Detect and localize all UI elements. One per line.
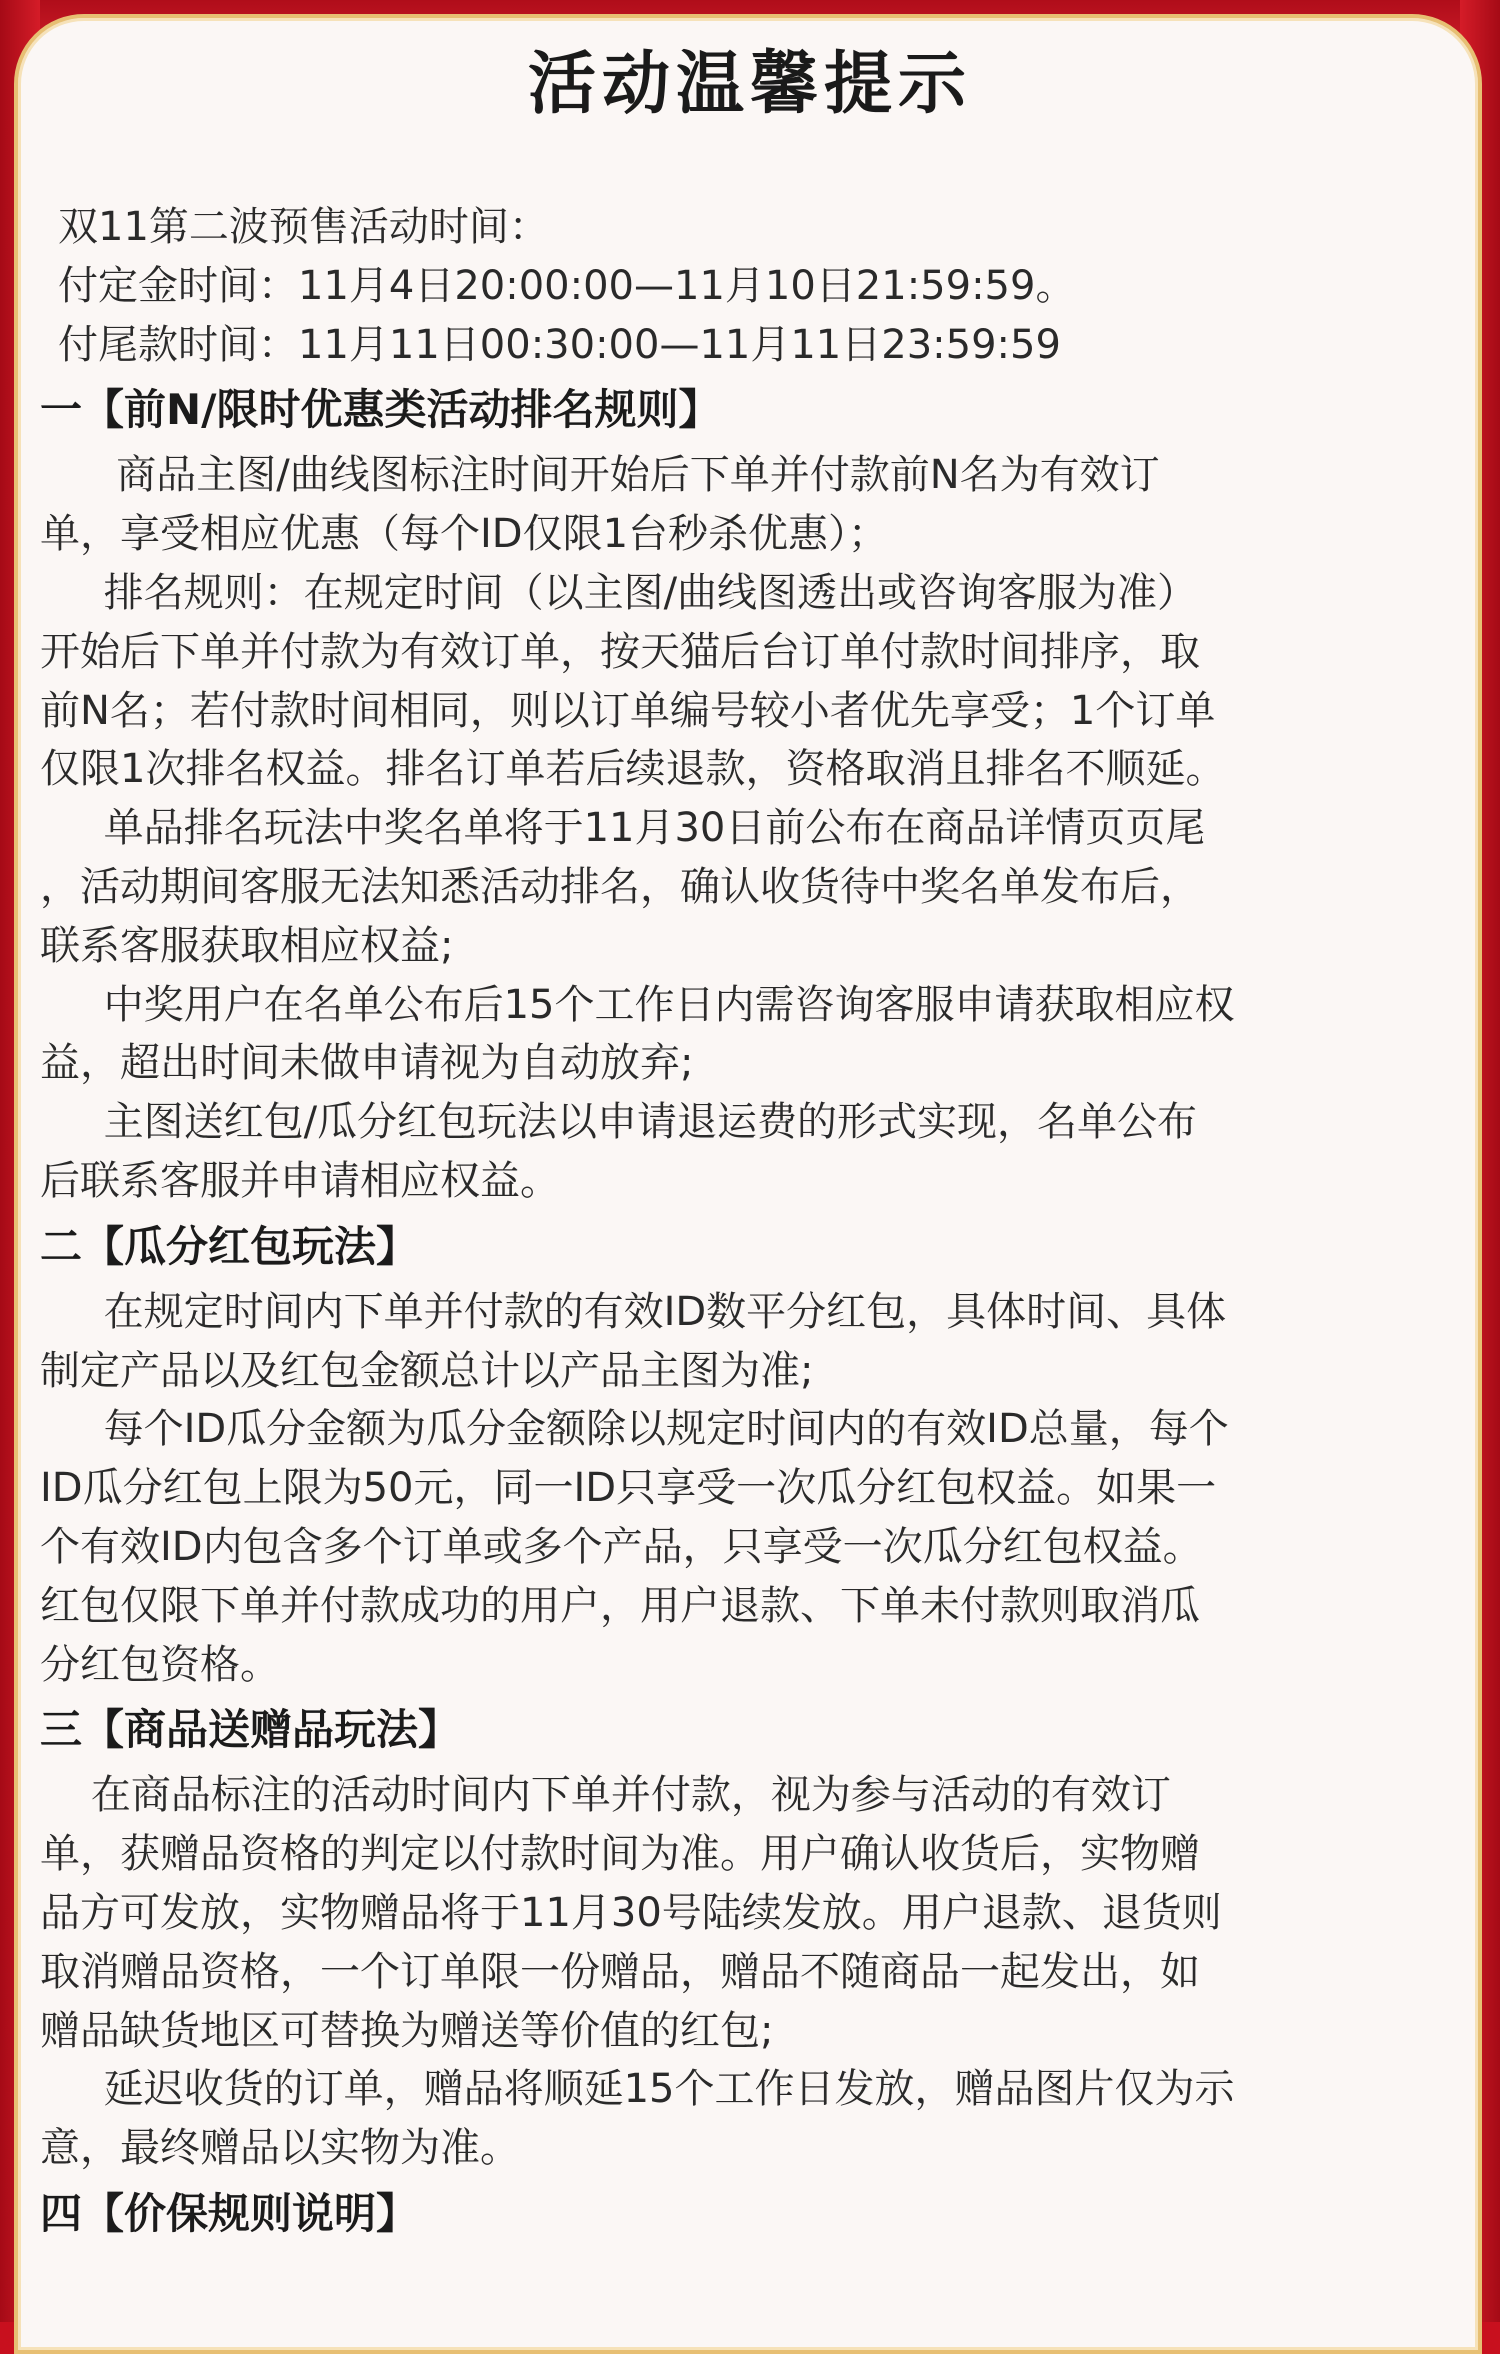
section-4 [40,2178,1440,2250]
section-3 [40,1694,1440,2178]
section-line: 联系客服获取相应权益; [40,922,454,969]
section-line: 每个ID瓜分金额为瓜分金额除以规定时间内的有效ID总量，每个 [40,1406,1229,1453]
section-line: 前N名；若付款时间相同，则以订单编号较小者优先享受；1个订单 [40,687,1216,734]
intro-line: 付定金时间：11月4日20:00:00—11月10日21:59:59。 [58,262,1076,309]
section-line: 主图送红包/瓜分红包玩法以申请退运费的形式实现，名单公布 [40,1099,1198,1146]
section-line: 意，最终赠品以实物为准。 [40,2125,520,2172]
section-heading: 四【价保规则说明】 [40,2188,419,2238]
section-line: 在规定时间内下单并付款的有效ID数平分红包，具体时间、具体 [40,1288,1227,1335]
section-line: 制定产品以及红包金额总计以产品主图为准; [40,1347,814,1394]
section-line: 单，获赠品资格的判定以付款时间为准。用户确认收货后，实物赠 [40,1831,1200,1878]
section-line: 单，享受相应优惠（每个ID仅限1台秒杀优惠）； [40,511,889,558]
section-line: 延迟收货的订单，赠品将顺延15个工作日发放，赠品图片仅为示 [40,2066,1235,2113]
section-line: 红包仅限下单并付款成功的用户，用户退款、下单未付款则取消瓜 [40,1582,1200,1629]
notice-content [40,198,1440,2250]
section-line: 分红包资格。 [40,1641,280,1688]
section-line: 仅限1次排名权益。排名订单若后续退款，资格取消且排名不顺延。 [40,746,1226,793]
section-line: ，活动期间客服无法知悉活动排名，确认收货待中奖名单发布后， [40,863,1200,910]
section-line: 后联系客服并申请相应权益。 [40,1157,560,1204]
section-line: 个有效ID内包含多个订单或多个产品，只享受一次瓜分红包权益。 [40,1523,1203,1570]
section-line: 排名规则：在规定时间（以主图/曲线图透出或咨询客服为准） [40,569,1198,616]
section-line: 取消赠品资格，一个订单限一份赠品，赠品不随商品一起发出，如 [40,1948,1200,1995]
section-heading: 一【前N/限时优惠类活动排名规则】 [40,385,721,435]
page-title: 活动温馨提示 [527,45,972,124]
section-line: 开始后下单并付款为有效订单，按天猫后台订单付款时间排序，取 [40,628,1200,675]
intro-block [40,198,1440,374]
section-line: 在商品标注的活动时间内下单并付款，视为参与活动的有效订 [40,1772,1171,1819]
intro-line: 双11第二波预售活动时间： [58,204,549,250]
section-line: 商品主图/曲线图标注时间开始后下单并付款前N名为有效订 [40,452,1160,499]
section-line: 赠品缺货地区可替换为赠送等价值的红包; [40,2007,774,2054]
section-heading: 三【商品送赠品玩法】 [40,1705,461,1755]
section-line: ID瓜分红包上限为50元，同一ID只享受一次瓜分红包权益。如果一 [40,1465,1217,1512]
intro-line: 付尾款时间：11月11日00:30:00—11月11日23:59:59 [58,321,1061,368]
section-line: 品方可发放，实物赠品将于11月30号陆续发放。用户退款、退货则 [40,1889,1222,1936]
section-line: 单品排名玩法中奖名单将于11月30日前公布在商品详情页页尾 [40,805,1206,852]
section-2 [40,1211,1440,1695]
section-line: 中奖用户在名单公布后15个工作日内需咨询客服申请获取相应权 [40,981,1235,1028]
section-line: 益，超出时间未做申请视为自动放弃; [40,1040,694,1087]
section-heading: 二【瓜分红包玩法】 [40,1221,419,1271]
section-1 [40,374,1440,1210]
